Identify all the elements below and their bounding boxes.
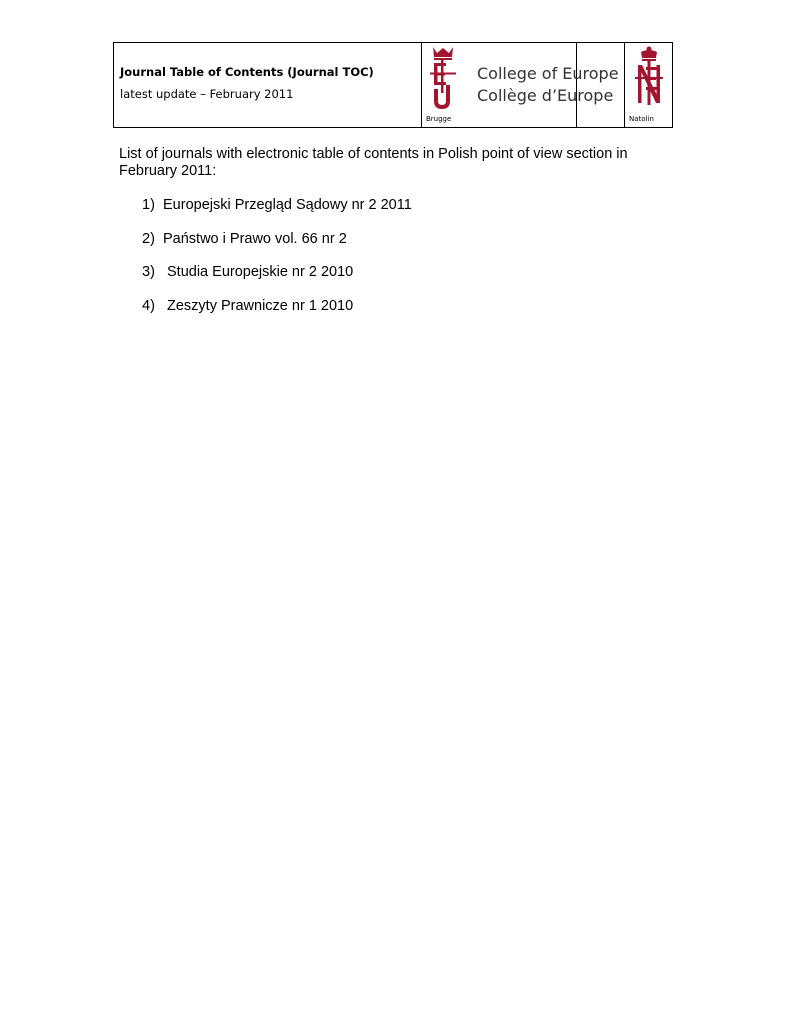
list-item-number: 1)	[142, 197, 155, 213]
intro-paragraph: List of journals with electronic table of contents in Polish point of view section in February 2011:	[119, 146, 628, 179]
list-item	[142, 197, 412, 231]
list-item	[142, 231, 412, 265]
latest-update-line: latest update – February 2011	[120, 87, 294, 101]
list-item-number: 2)	[142, 230, 155, 247]
list-item-number: 4)	[142, 297, 155, 314]
college-name-french: Collège d’Europe	[477, 86, 614, 105]
header-title-cell	[114, 43, 422, 127]
college-name-block	[477, 63, 619, 107]
list-item-text: Europejski Przegląd Sądowy nr 2 2011	[163, 197, 412, 213]
document-header	[113, 42, 673, 128]
college-name-english: College of Europe	[477, 64, 619, 83]
list-item	[142, 264, 412, 298]
brugge-campus-label: Brugge	[426, 115, 452, 123]
journal-toc-title: Journal Table of Contents (Journal TOC)	[120, 65, 374, 79]
college-of-europe-brugge-logo-icon	[424, 45, 462, 111]
brugge-logo-cell	[421, 43, 619, 127]
natolin-logo-cell	[624, 43, 673, 127]
list-item-text: Zeszyty Prawnicze nr 1 2010	[167, 297, 354, 314]
journal-list	[142, 197, 412, 331]
list-item-text: Studia Europejskie nr 2 2010	[167, 264, 354, 280]
list-item-number: 3)	[142, 264, 155, 280]
list-item-text: Państwo i Prawo vol. 66 nr 2	[163, 230, 347, 247]
college-of-europe-natolin-logo-icon	[633, 45, 665, 111]
list-item	[142, 298, 412, 332]
natolin-campus-label: Natolin	[629, 115, 654, 123]
